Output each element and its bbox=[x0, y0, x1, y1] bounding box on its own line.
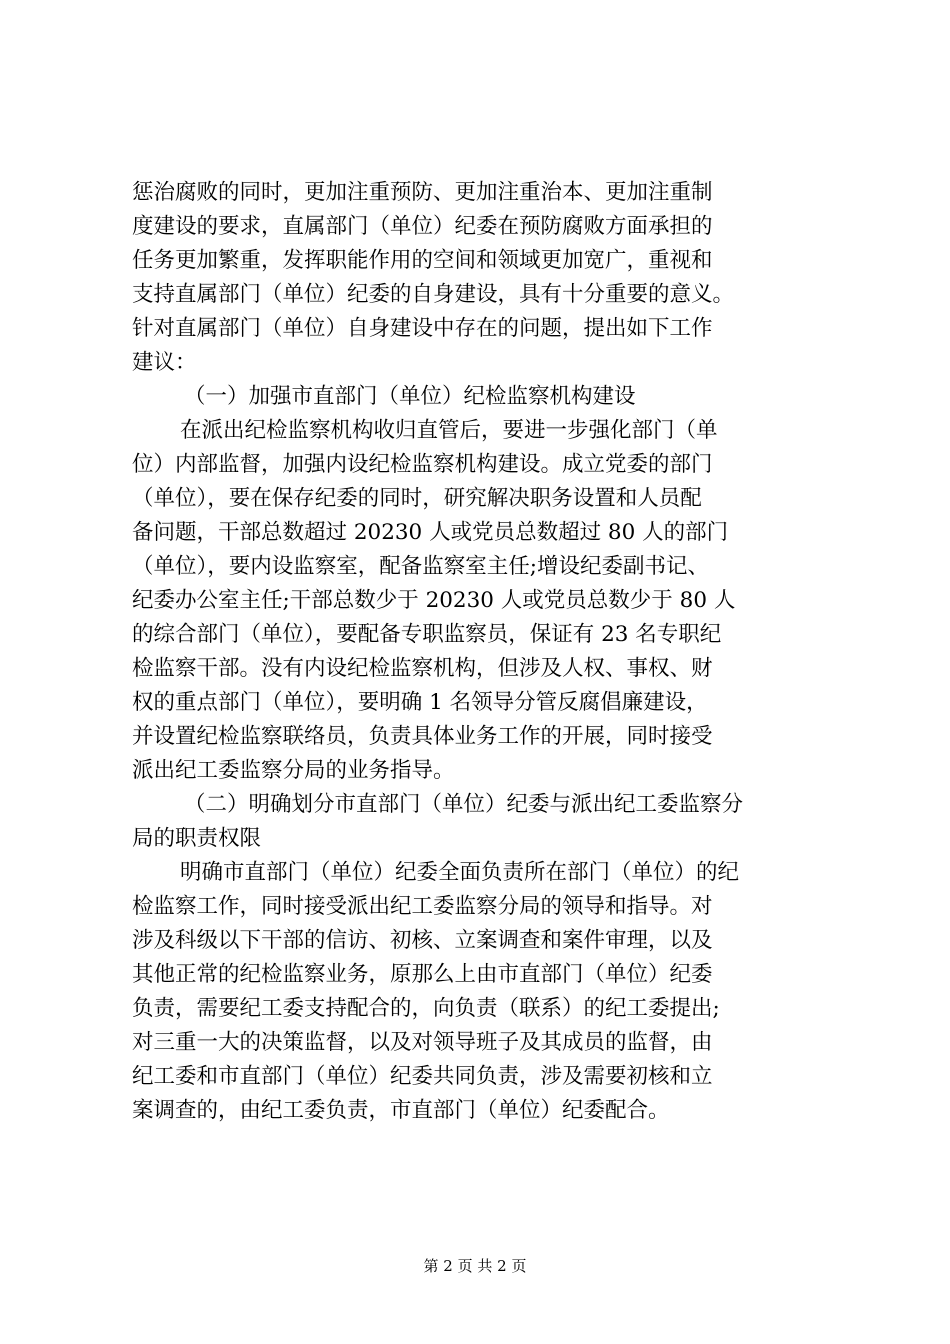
text-line: 检监察工作，同时接受派出纪工委监察分局的领导和指导。对 bbox=[132, 894, 713, 919]
text-line: 纪委办公室主任;干部总数少于 20230 人或党员总数少于 80 人 bbox=[132, 588, 736, 613]
text-line: 并设置纪检监察联络员，负责具体业务工作的开展，同时接受 bbox=[132, 724, 713, 749]
section-heading-continued: 局的职责权限 bbox=[132, 826, 262, 851]
text-line: 权的重点部门（单位），要明确 1 名领导分管反腐倡廉建设， bbox=[132, 690, 708, 715]
text-line: 案调查的，由纪工委负责，市直部门（单位）纪委配合。 bbox=[132, 1098, 670, 1123]
page-number-footer: 第 2 页 共 2 页 bbox=[423, 1257, 527, 1275]
text-line: 检监察干部。没有内设纪检监察机构，但涉及人权、事权、财 bbox=[132, 656, 713, 681]
document-body bbox=[132, 176, 848, 1128]
text-line: 备问题，干部总数超过 20230 人或党员总数超过 80 人的部门 bbox=[132, 520, 729, 545]
text-line: 在派出纪检监察机构收归直管后，要进一步强化部门（单 bbox=[180, 418, 718, 443]
text-line: 纪工委和市直部门（单位）纪委共同负责，涉及需要初核和立 bbox=[132, 1064, 713, 1089]
text-line: 派出纪工委监察分局的业务指导。 bbox=[132, 758, 455, 783]
text-line: 惩治腐败的同时，更加注重预防、更加注重治本、更加注重制 bbox=[132, 180, 713, 205]
text-line: （单位），要在保存纪委的同时，研究解决职务设置和人员配 bbox=[132, 486, 702, 511]
text-line: 负责，需要纪工委支持配合的，向负责（联系）的纪工委提出; bbox=[132, 996, 720, 1021]
text-line: 对三重一大的决策监督，以及对领导班子及其成员的监督，由 bbox=[132, 1030, 713, 1055]
text-line: 的综合部门（单位），要配备专职监察员，保证有 23 名专职纪 bbox=[132, 622, 722, 647]
text-line: 位）内部监督，加强内设纪检监察机构建设。成立党委的部门 bbox=[132, 452, 713, 477]
text-line: 针对直属部门（单位）自身建设中存在的问题，提出如下工作 bbox=[132, 316, 713, 341]
text-line: 度建设的要求，直属部门（单位）纪委在预防腐败方面承担的 bbox=[132, 214, 713, 239]
section-heading: （一）加强市直部门（单位）纪检监察机构建设 bbox=[184, 384, 636, 409]
text-line: （单位），要内设监察室，配备监察室主任;增设纪委副书记、 bbox=[132, 554, 709, 579]
text-line: 涉及科级以下干部的信访、初核、立案调查和案件审理，以及 bbox=[132, 928, 713, 953]
text-line: 明确市直部门（单位）纪委全面负责所在部门（单位）的纪 bbox=[180, 860, 740, 885]
text-line: 其他正常的纪检监察业务，原那么上由市直部门（单位）纪委 bbox=[132, 962, 713, 987]
text-line: 支持直属部门（单位）纪委的自身建设，具有十分重要的意义。 bbox=[132, 282, 735, 307]
text-line: 任务更加繁重，发挥职能作用的空间和领域更加宽广，重视和 bbox=[132, 248, 713, 273]
text-line: 建议： bbox=[132, 350, 197, 375]
section-heading: （二）明确划分市直部门（单位）纪委与派出纪工委监察分 bbox=[184, 792, 744, 817]
